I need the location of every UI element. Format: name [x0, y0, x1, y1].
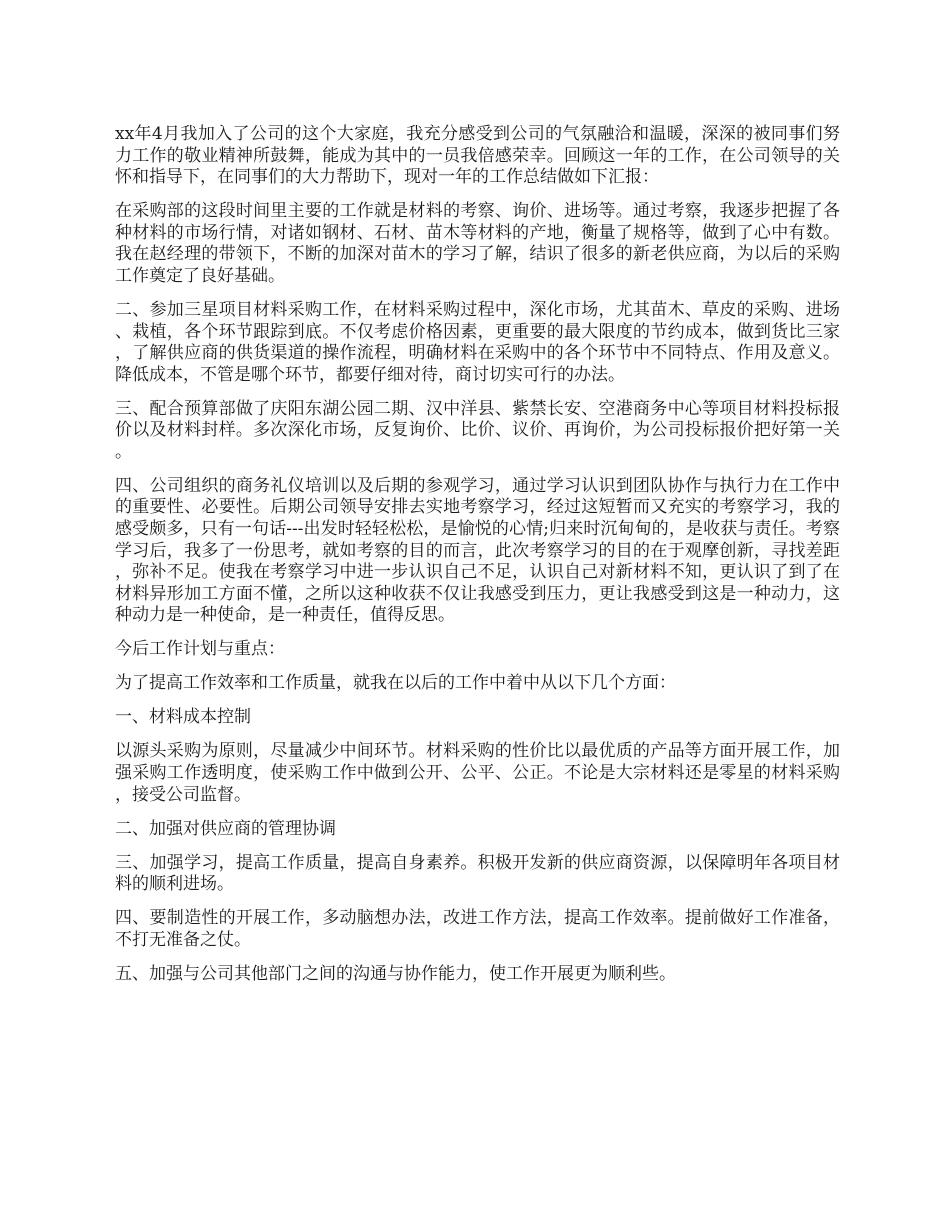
plan-item-1-heading: 一、材料成本控制 — [115, 707, 251, 728]
plan-item-2-heading: 二、加强对供应商的管理协调 — [115, 818, 336, 839]
plan-item-5-paragraph: 五、加强与公司其他部门之间的沟通与协作能力，使工作开展更为顺利些。 — [115, 963, 676, 984]
procurement-work-paragraph: 在采购部的这段时间里主要的工作就是材料的考察、询价、进场等。通过考察，我逐步把握了各种材料的市场行情，对诸如钢材、石材、苗木等材料的产地，衡量了规格等，做到了心中有数。我在赵经理的带领下，不断的加深对苗木的学习了解，结识了很多的新老供应商，为以后的采购工作奠定了良好基础。 — [115, 201, 840, 286]
plan-item-3-paragraph: 三、加强学习，提高工作质量，提高自身素养。积极开发新的供应商资源，以保障明年各项目材料的顺利进场。 — [115, 852, 840, 895]
plan-item-4-paragraph: 四、要制造性的开展工作，多动脑想办法，改进工作方法，提高工作效率。提前做好工作准备，不打无准备之仗。 — [115, 908, 840, 950]
document-body — [115, 124, 840, 998]
sanxing-project-paragraph: 二、参加三星项目材料采购工作，在材料采购过程中，深化市场，尤其苗木、草皮的采购、进场、栽植，各个环节跟踪到底。不仅考虑价格因素，更重要的最大限度的节约成本，做到货比三家，了解供应商的供货渠道的操作流程，明确材料在采购中的各个环节中不同特点、作用及意义。降低成本，不管是哪个环节，都要仔细对待，商讨切实可行的办法。 — [115, 299, 840, 385]
intro-paragraph: xx年4月我加入了公司的这个大家庭，我充分感受到公司的气氛融洽和温暖，深深的被同事们努力工作的敬业精神所鼓舞，能成为其中的一员我倍感荣幸。回顾这一年的工作，在公司领导的关怀和指导下，在同事们的大力帮助下，现对一年的工作总结做如下汇报： — [115, 124, 840, 188]
bidding-paragraph: 三、配合预算部做了庆阳东湖公园二期、汉中洋县、紫禁长安、空港商务中心等项目材料投标报价以及材料封样。多次深化市场，反复询价、比价、议价、再询价，为公司投标报价把好第一关。 — [115, 398, 840, 462]
plan-intro-paragraph: 为了提高工作效率和工作质量，就我在以后的工作中着中从以下几个方面： — [115, 673, 676, 694]
plan-heading: 今后工作计划与重点： — [115, 639, 285, 660]
cost-control-paragraph: 以源头采购为原则，尽量减少中间环节。材料采购的性价比以最优质的产品等方面开展工作，加强采购工作透明度，使采购工作中做到公开、公平、公正。不论是大宗材料还是零星的材料采购，接受公司监督。 — [115, 741, 840, 805]
training-study-paragraph: 四、公司组织的商务礼仪培训以及后期的参观学习，通过学习认识到团队协作与执行力在工作中的重要性、必要性。后期公司领导安排去实地考察学习，经过这短暂而又充实的考察学习，我的感受颇多，只有一句话---出发时轻轻松松，是愉悦的心情;归来时沉甸甸的，是收获与责任。考察学习后，我多了一份思考，就如考察的目的而言，此次考察学习的目的在于观摩创新，寻找差距，弥补不足。使我在考察学习中进一步认识自己不足，认识自己对新材料不知，更认识了到了在材料异形加工方面不懂，之所以这种收获不仅让我感受到压力，更让我感受到这是一种动力，这种动力是一种使命，是一种责任，值得反思。 — [115, 475, 840, 626]
